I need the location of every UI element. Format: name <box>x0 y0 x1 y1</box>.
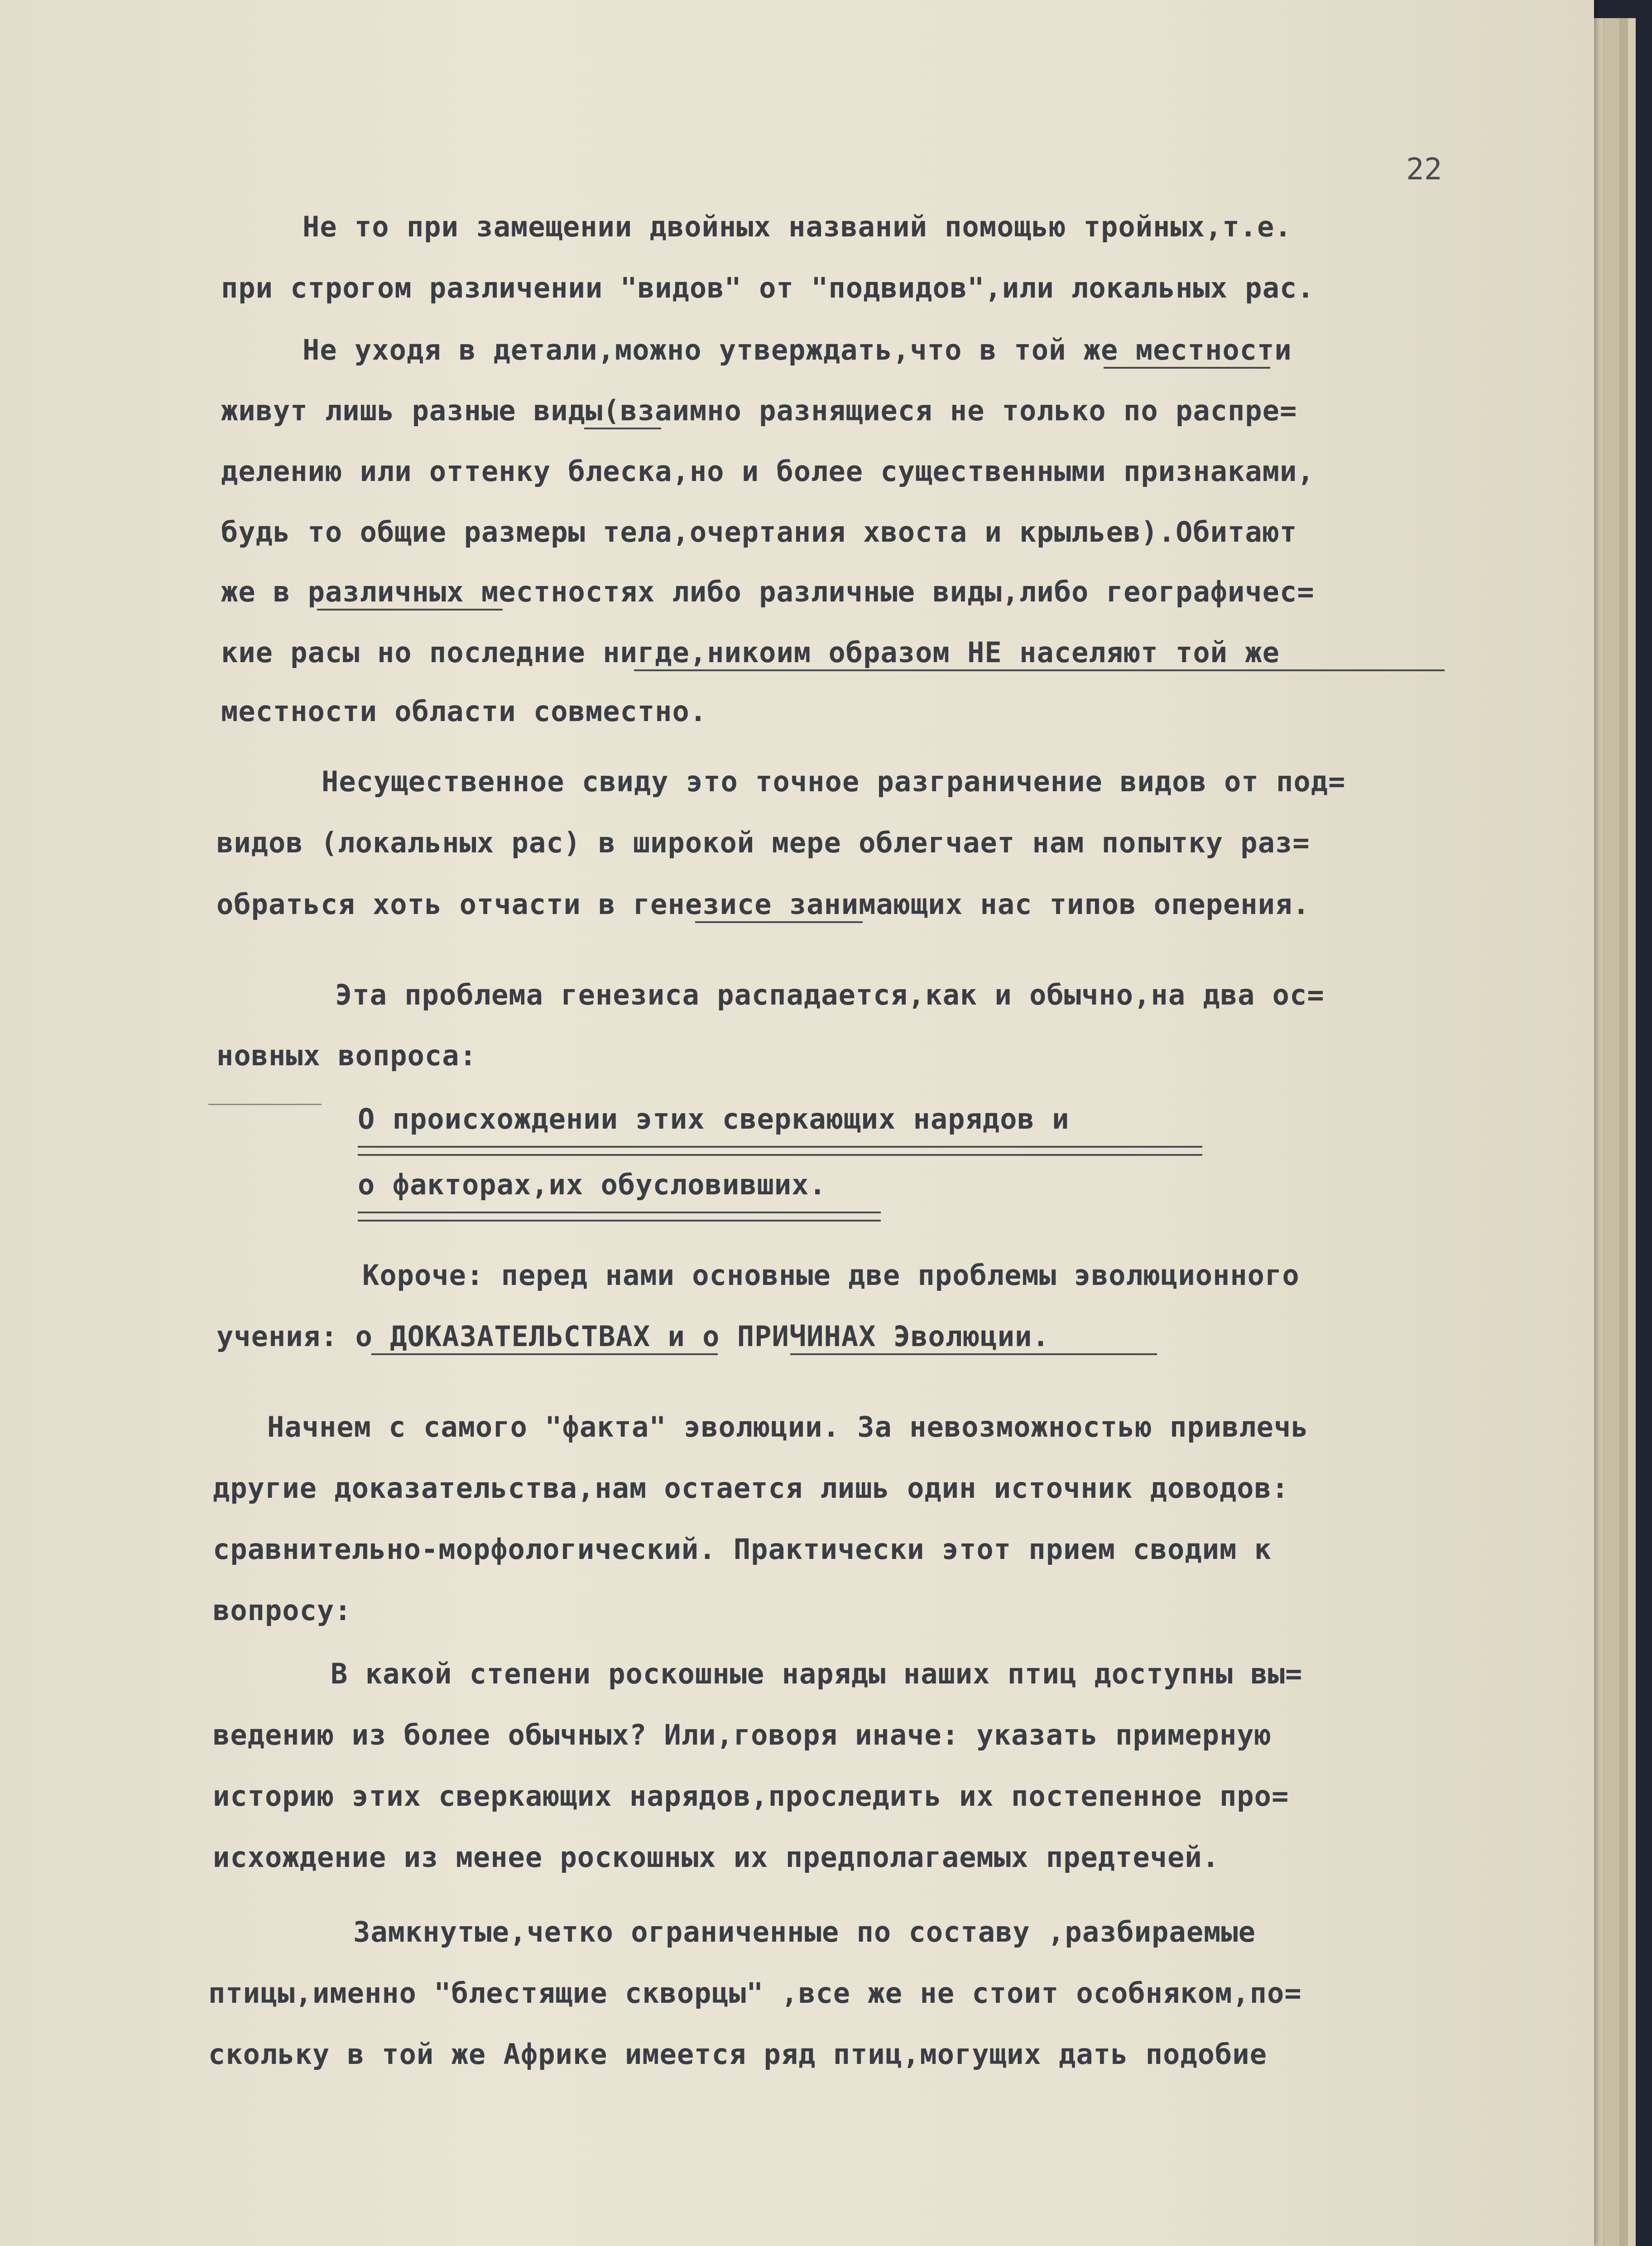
page-stack-edge <box>1619 18 1628 2246</box>
text-line: обраться хоть отчасти в генезисе занимающих нас типов оперения. <box>216 888 1310 921</box>
margin-rule <box>208 1104 322 1105</box>
underline-mark <box>584 428 661 429</box>
text-line: же в различных местностях либо различные виды,либо географичес= <box>221 575 1315 608</box>
text-line: новных вопроса: <box>216 1039 477 1072</box>
page-number: 22 <box>1406 152 1442 187</box>
text-line: О происхождении этих сверкающих нарядов и <box>358 1102 1070 1135</box>
text-line: Не уходя в детали,можно утверждать,что в той же местности <box>303 333 1292 366</box>
text-line: учения: о ДОКАЗАТЕЛЬСТВАХ и о ПРИЧИНАХ Эволюции. <box>216 1320 1050 1353</box>
text-line: Не то при замещении двойных названий помощью тройных,т.е. <box>303 210 1292 243</box>
underline-mark <box>317 609 503 611</box>
text-line: исхождение из менее роскошных их предполагаемых предтечей. <box>213 1841 1220 1874</box>
text-line: сравнительно-морфологический. Практически этот прием сводим к <box>213 1533 1272 1566</box>
underline-mark <box>371 1353 718 1355</box>
text-line: о факторах,их обусловивших. <box>358 1168 826 1201</box>
underline-mark <box>790 1353 1157 1355</box>
underline-mark <box>634 669 1445 671</box>
text-line: Замкнутые,четко ограниченные по составу ,разбираемые <box>353 1915 1256 1948</box>
text-line: В какой степени роскошные наряды наших птиц доступны вы= <box>331 1657 1303 1690</box>
text-line: живут лишь разные виды(взаимно разнящиеся не только по распре= <box>221 394 1297 427</box>
text-line: скольку в той же Африке имеется ряд птиц,могущих дать подобие <box>208 2038 1267 2071</box>
text-line: ведению из более обычных? Или,говоря иначе: указать примерную <box>213 1718 1272 1751</box>
text-line: Несущественное свиду это точное разграничение видов от под= <box>322 765 1346 798</box>
underline-mark <box>695 921 863 923</box>
text-line: другие доказательства,нам остается лишь один источник доводов: <box>213 1472 1289 1505</box>
double-underline <box>358 1212 881 1222</box>
text-line: видов (локальных рас) в широкой мере облегчает нам попытку раз= <box>216 826 1310 859</box>
text-line: местности области совместно. <box>221 695 707 728</box>
text-line: вопросу: <box>213 1594 352 1627</box>
text-line: при строгом различении "видов" от "подвидов",или локальных рас. <box>221 271 1315 304</box>
text-line: Эта проблема генезиса распадается,как и обычно,на два ос= <box>335 978 1325 1011</box>
text-line: кие расы но последние нигде,никоим образом НЕ населяют той же <box>221 636 1280 669</box>
text-line: будь то общие размеры тела,очертания хвоста и крыльев).Обитают <box>221 515 1297 548</box>
double-underline <box>358 1146 1202 1156</box>
text-line: Начнем с самого "факта" эволюции. За невозможностью привлечь <box>267 1410 1309 1443</box>
text-line: Короче: перед нами основные две проблемы эволюционного <box>362 1259 1300 1292</box>
text-line: историю этих сверкающих нарядов,проследить их постепенное про= <box>213 1779 1289 1813</box>
text-line: делению или оттенку блеска,но и более существенными признаками, <box>221 455 1315 488</box>
underline-mark <box>1104 367 1270 369</box>
text-line: птицы,именно "блестящие скворцы" ,все же не стоит особняком,по= <box>208 1977 1302 2010</box>
